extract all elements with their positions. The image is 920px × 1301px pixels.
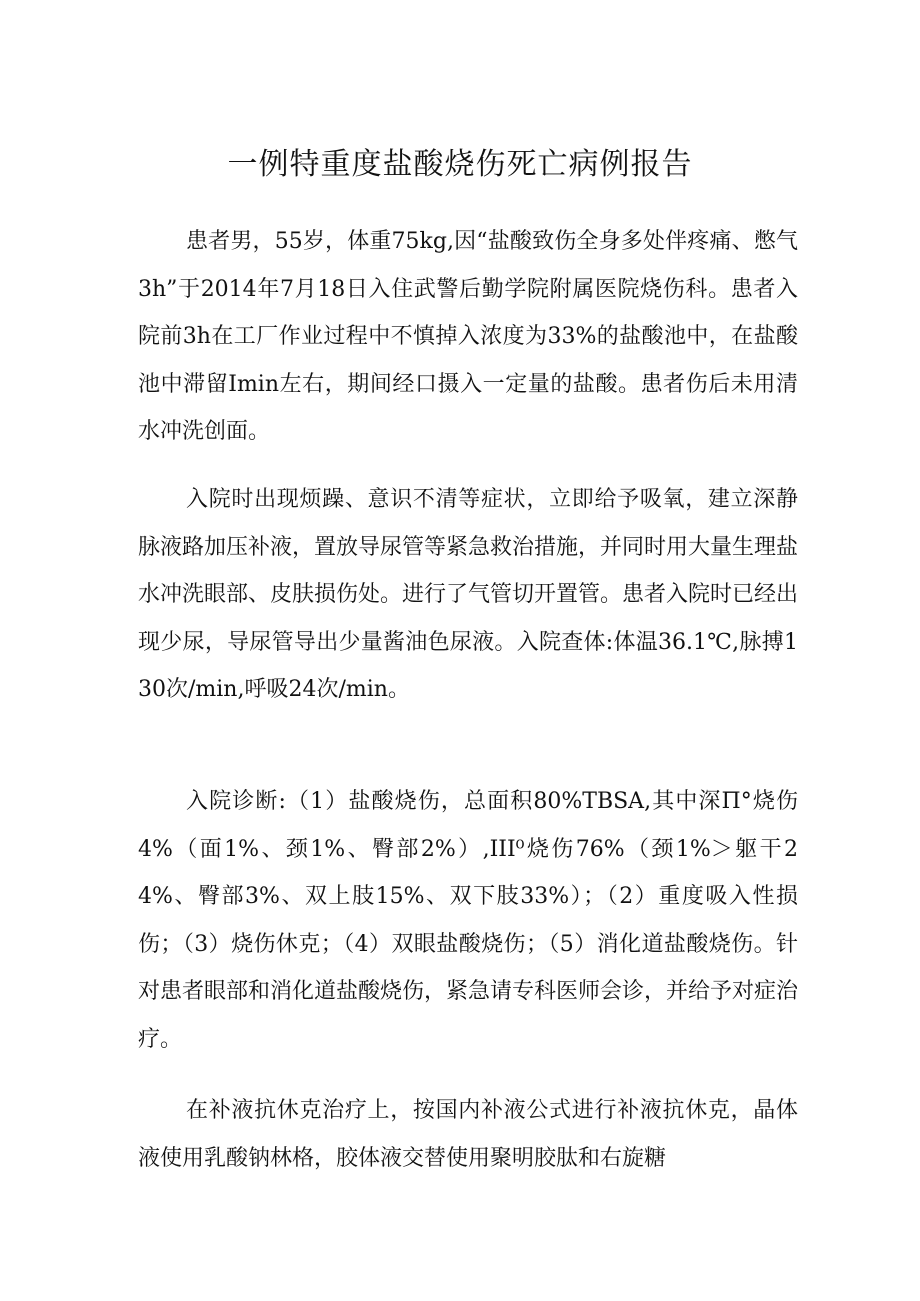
paragraph-fluid-resuscitation: 在补液抗休克治疗上，按国内补液公式进行补液抗休克，晶体液使用乳酸钠林格，胶体液交替使用聚明胶肽和右旋糖 — [138, 1098, 798, 1171]
paragraph-patient-history: 患者男，55岁，体重75kg,因“盐酸致伤全身多处伴疼痛、憋气3h”于2014年7月18日入住武警后勤学院附属医院烧伤科。患者入院前3h在工厂作业过程中不慎掉入浓度为33%的盐酸池中，在盐酸池中滞留Imin左右，期间经口摄入一定量的盐酸。患者伤后未用清水冲洗创面。 — [138, 229, 798, 444]
paragraph-diagnosis: 入院诊断:（1）盐酸烧伤，总面积80%TBSA,其中深Π°烧伤4%（面1%、颈1%、臀部2%）,III⁰烧伤76%（颈1%＞躯干24%、臀部3%、双上肢15%、双下肢33%）；（2）重度吸入性损伤；（3）烧伤休克；（4）双眼盐酸烧伤；（5）消化道盐酸烧伤。针对患者眼部和消化道盐酸烧伤，紧急请专科医师会诊，并给予对症治疗。 — [138, 789, 799, 1052]
paragraph-admission-treatment: 入院时出现烦躁、意识不清等症状，立即给予吸氧，建立深静脉液路加压补液，置放导尿管等紧急救治措施，并同时用大量生理盐水冲洗眼部、皮肤损伤处。进行了气管切开置管。患者入院时已经出现少尿，导尿管导出少量酱油色尿液。入院查体:体温36.1℃,脉搏130次/min,呼吸24次/min。 — [138, 487, 799, 702]
document-title: 一例特重度盐酸烧伤死亡病例报告 — [227, 147, 693, 182]
